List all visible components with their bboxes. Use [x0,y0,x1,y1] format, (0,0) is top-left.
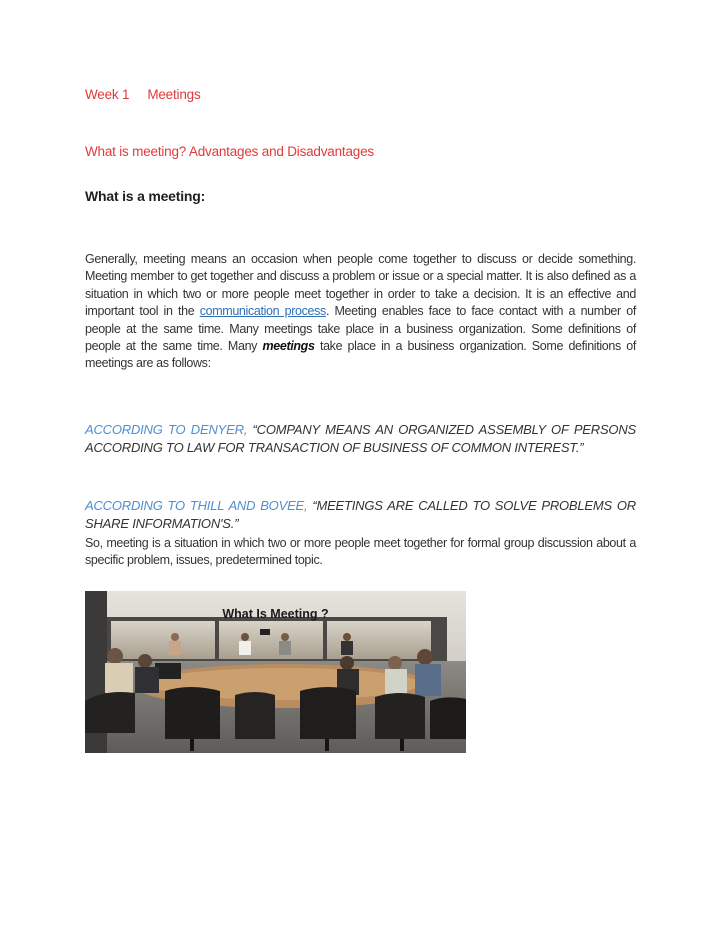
intro-text-2: . Meeting enables face to face contact with a number of people at the same time. Many meetings take place in a business organization. Some definitions of people at the same time. Many [85,304,636,354]
thill-bovee-definition [85,497,636,533]
thill-bovee-source: ACCORDING TO THILL AND BOVEE, [85,498,308,513]
intro-text-1: Generally, meeting means an occasion when people come together to discuss or decide something. Meeting member to get together and discuss a problem or issue or a special matter. It is also defined as a situation in which two or more people meet together in order to take a decision. It is an effective and important tool in the [85,252,636,319]
topic-label: Meetings [147,87,201,102]
denyer-quote: “COMPANY MEANS AN ORGANIZED ASSEMBLY OF PERSONS ACCORDING TO LAW FOR TRANSACTION OF BUSINESS OF COMMON INTEREST.” [85,422,636,455]
image-caption: What Is Meeting ? [222,607,329,621]
communication-process-link[interactable]: communication process [199,304,326,319]
page-subtitle: What is meeting? Advantages and Disadvantages [85,144,374,159]
week-label: Week 1 [85,87,130,102]
section-heading: What is a meeting: [85,188,206,204]
meetings-emphasis: meetings [262,339,315,354]
thill-bovee-quote: “MEETINGS ARE CALLED TO SOLVE PROBLEMS OR SHARE INFORMATION'S.” [85,498,636,531]
denyer-source: ACCORDING TO DENYER, [85,422,248,437]
summary-paragraph: So, meeting is a situation in which two or more people meet together for formal group discussion about a specific problem, issues, predetermined topic. [85,536,636,568]
intro-paragraph [85,251,636,373]
denyer-definition [85,421,636,457]
meeting-photo [85,591,466,753]
week-heading [85,87,201,102]
intro-text-3: take place in a business organization. Some definitions of meetings are as follows: [85,339,636,371]
